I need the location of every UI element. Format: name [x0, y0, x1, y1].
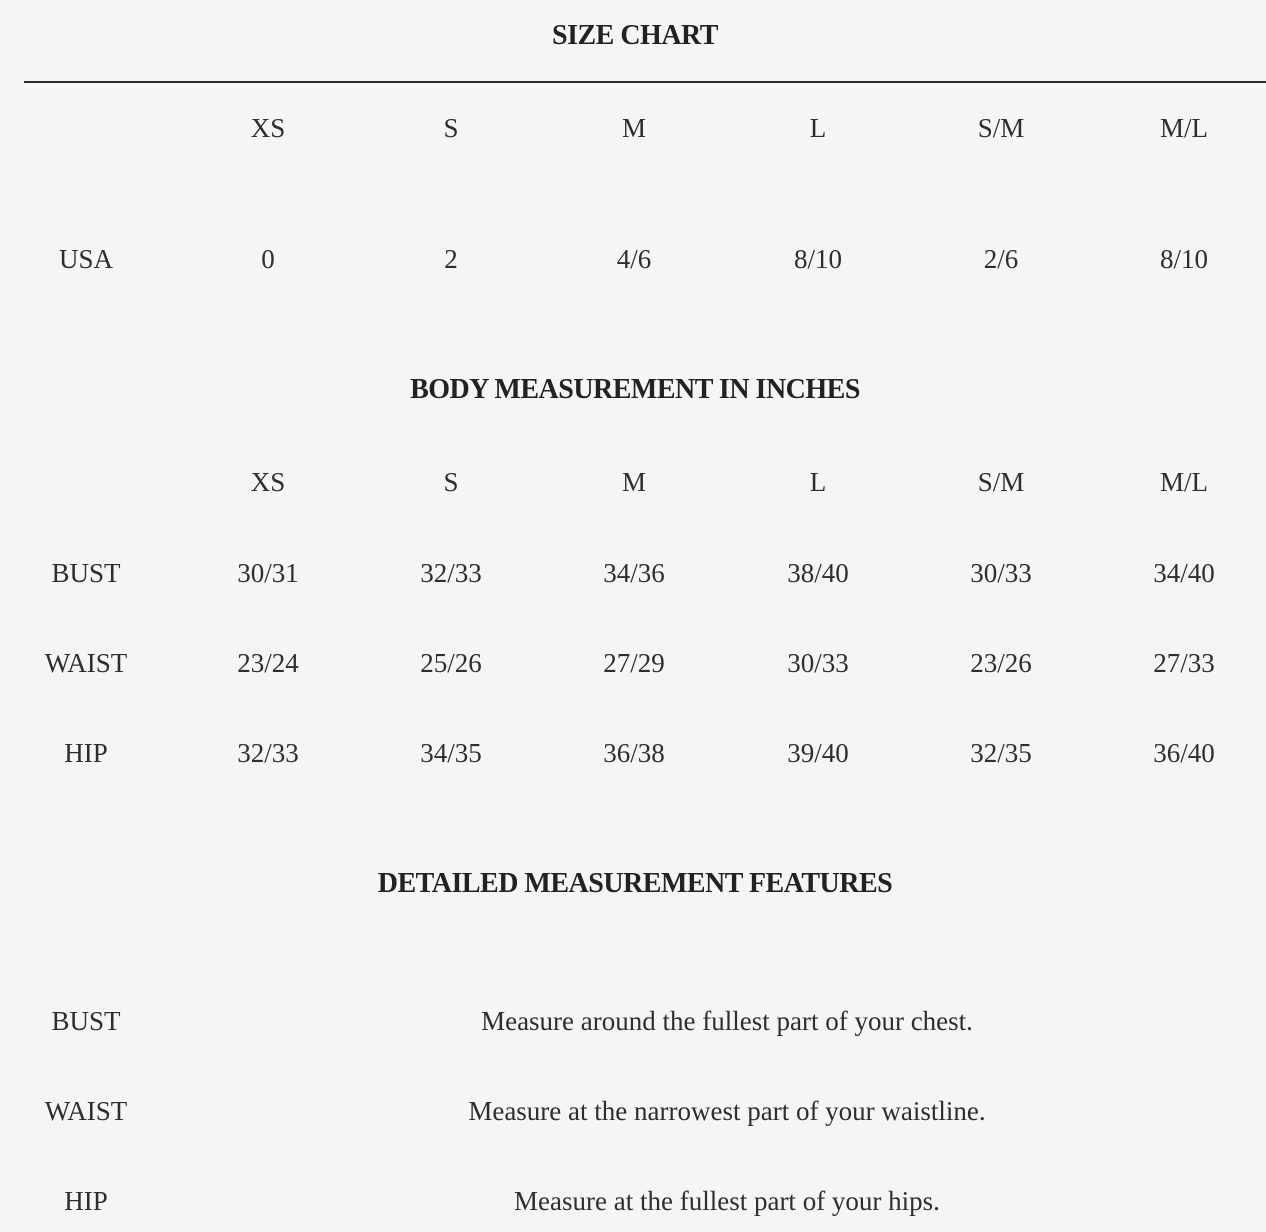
table-cell: 38/40 [787, 558, 849, 588]
title-divider [24, 81, 1266, 83]
row-label-usa: USA [58, 244, 113, 274]
size-header-s: S [443, 467, 459, 497]
table-cell: 2 [444, 244, 458, 274]
feature-row-hip [0, 1181, 1266, 1221]
table-cell: 32/33 [420, 558, 482, 588]
table-row-usa [0, 239, 1266, 279]
table-cell: 25/26 [420, 648, 482, 678]
table-cell: 30/33 [787, 648, 849, 678]
table-cell: 34/35 [420, 738, 482, 768]
table-cell: 8/10 [1159, 244, 1208, 274]
feature-description: Measure around the fullest part of your chest. [481, 1006, 973, 1036]
table-cell: 23/24 [237, 648, 299, 678]
table-cell: 32/33 [237, 738, 299, 768]
table-cell: 30/33 [970, 558, 1032, 588]
table-cell: 8/10 [793, 244, 842, 274]
feature-row-waist [0, 1091, 1266, 1131]
table-cell: 0 [261, 244, 275, 274]
size-header-ml: M/L [1159, 467, 1208, 497]
feature-description: Measure at the narrowest part of your waistline. [468, 1096, 986, 1126]
feature-label-hip: HIP [64, 1186, 108, 1216]
table-cell: 27/33 [1153, 648, 1215, 678]
size-header-sm: S/M [977, 113, 1025, 143]
table-cell: 34/36 [603, 558, 665, 588]
size-header-l: L [809, 467, 827, 497]
size-header-ml: M/L [1159, 113, 1208, 143]
detailed-features-title: DETAILED MEASUREMENT FEATURES [377, 868, 893, 899]
table-cell: 23/26 [970, 648, 1032, 678]
row-label-bust: BUST [51, 558, 121, 588]
size-chart-header-row [0, 108, 1266, 148]
feature-description: Measure at the fullest part of your hips. [514, 1186, 940, 1216]
size-header-xs: XS [250, 467, 286, 497]
table-cell: 39/40 [787, 738, 849, 768]
table-cell: 2/6 [983, 244, 1019, 274]
body-measurement-title: BODY MEASUREMENT IN INCHES [410, 374, 860, 405]
size-header-m: M [621, 467, 646, 497]
table-row-waist [0, 643, 1266, 683]
feature-label-bust: BUST [51, 1006, 121, 1036]
table-row-bust [0, 553, 1266, 593]
table-cell: 30/31 [237, 558, 299, 588]
table-cell: 36/38 [603, 738, 665, 768]
table-row-hip [0, 733, 1266, 773]
table-cell: 34/40 [1153, 558, 1215, 588]
row-label-hip: HIP [64, 738, 108, 768]
table-cell: 27/29 [603, 648, 665, 678]
size-header-s: S [443, 113, 459, 143]
row-label-waist: WAIST [44, 648, 128, 678]
size-chart-title: SIZE CHART [552, 20, 718, 51]
table-cell: 36/40 [1153, 738, 1215, 768]
size-header-l: L [809, 113, 827, 143]
size-header-xs: XS [250, 113, 286, 143]
feature-label-waist: WAIST [44, 1096, 128, 1126]
table-cell: 32/35 [970, 738, 1032, 768]
body-measurement-header-row [0, 462, 1266, 502]
feature-row-bust [0, 1001, 1266, 1041]
size-header-m: M [621, 113, 646, 143]
size-header-sm: S/M [977, 467, 1025, 497]
table-cell: 4/6 [616, 244, 652, 274]
